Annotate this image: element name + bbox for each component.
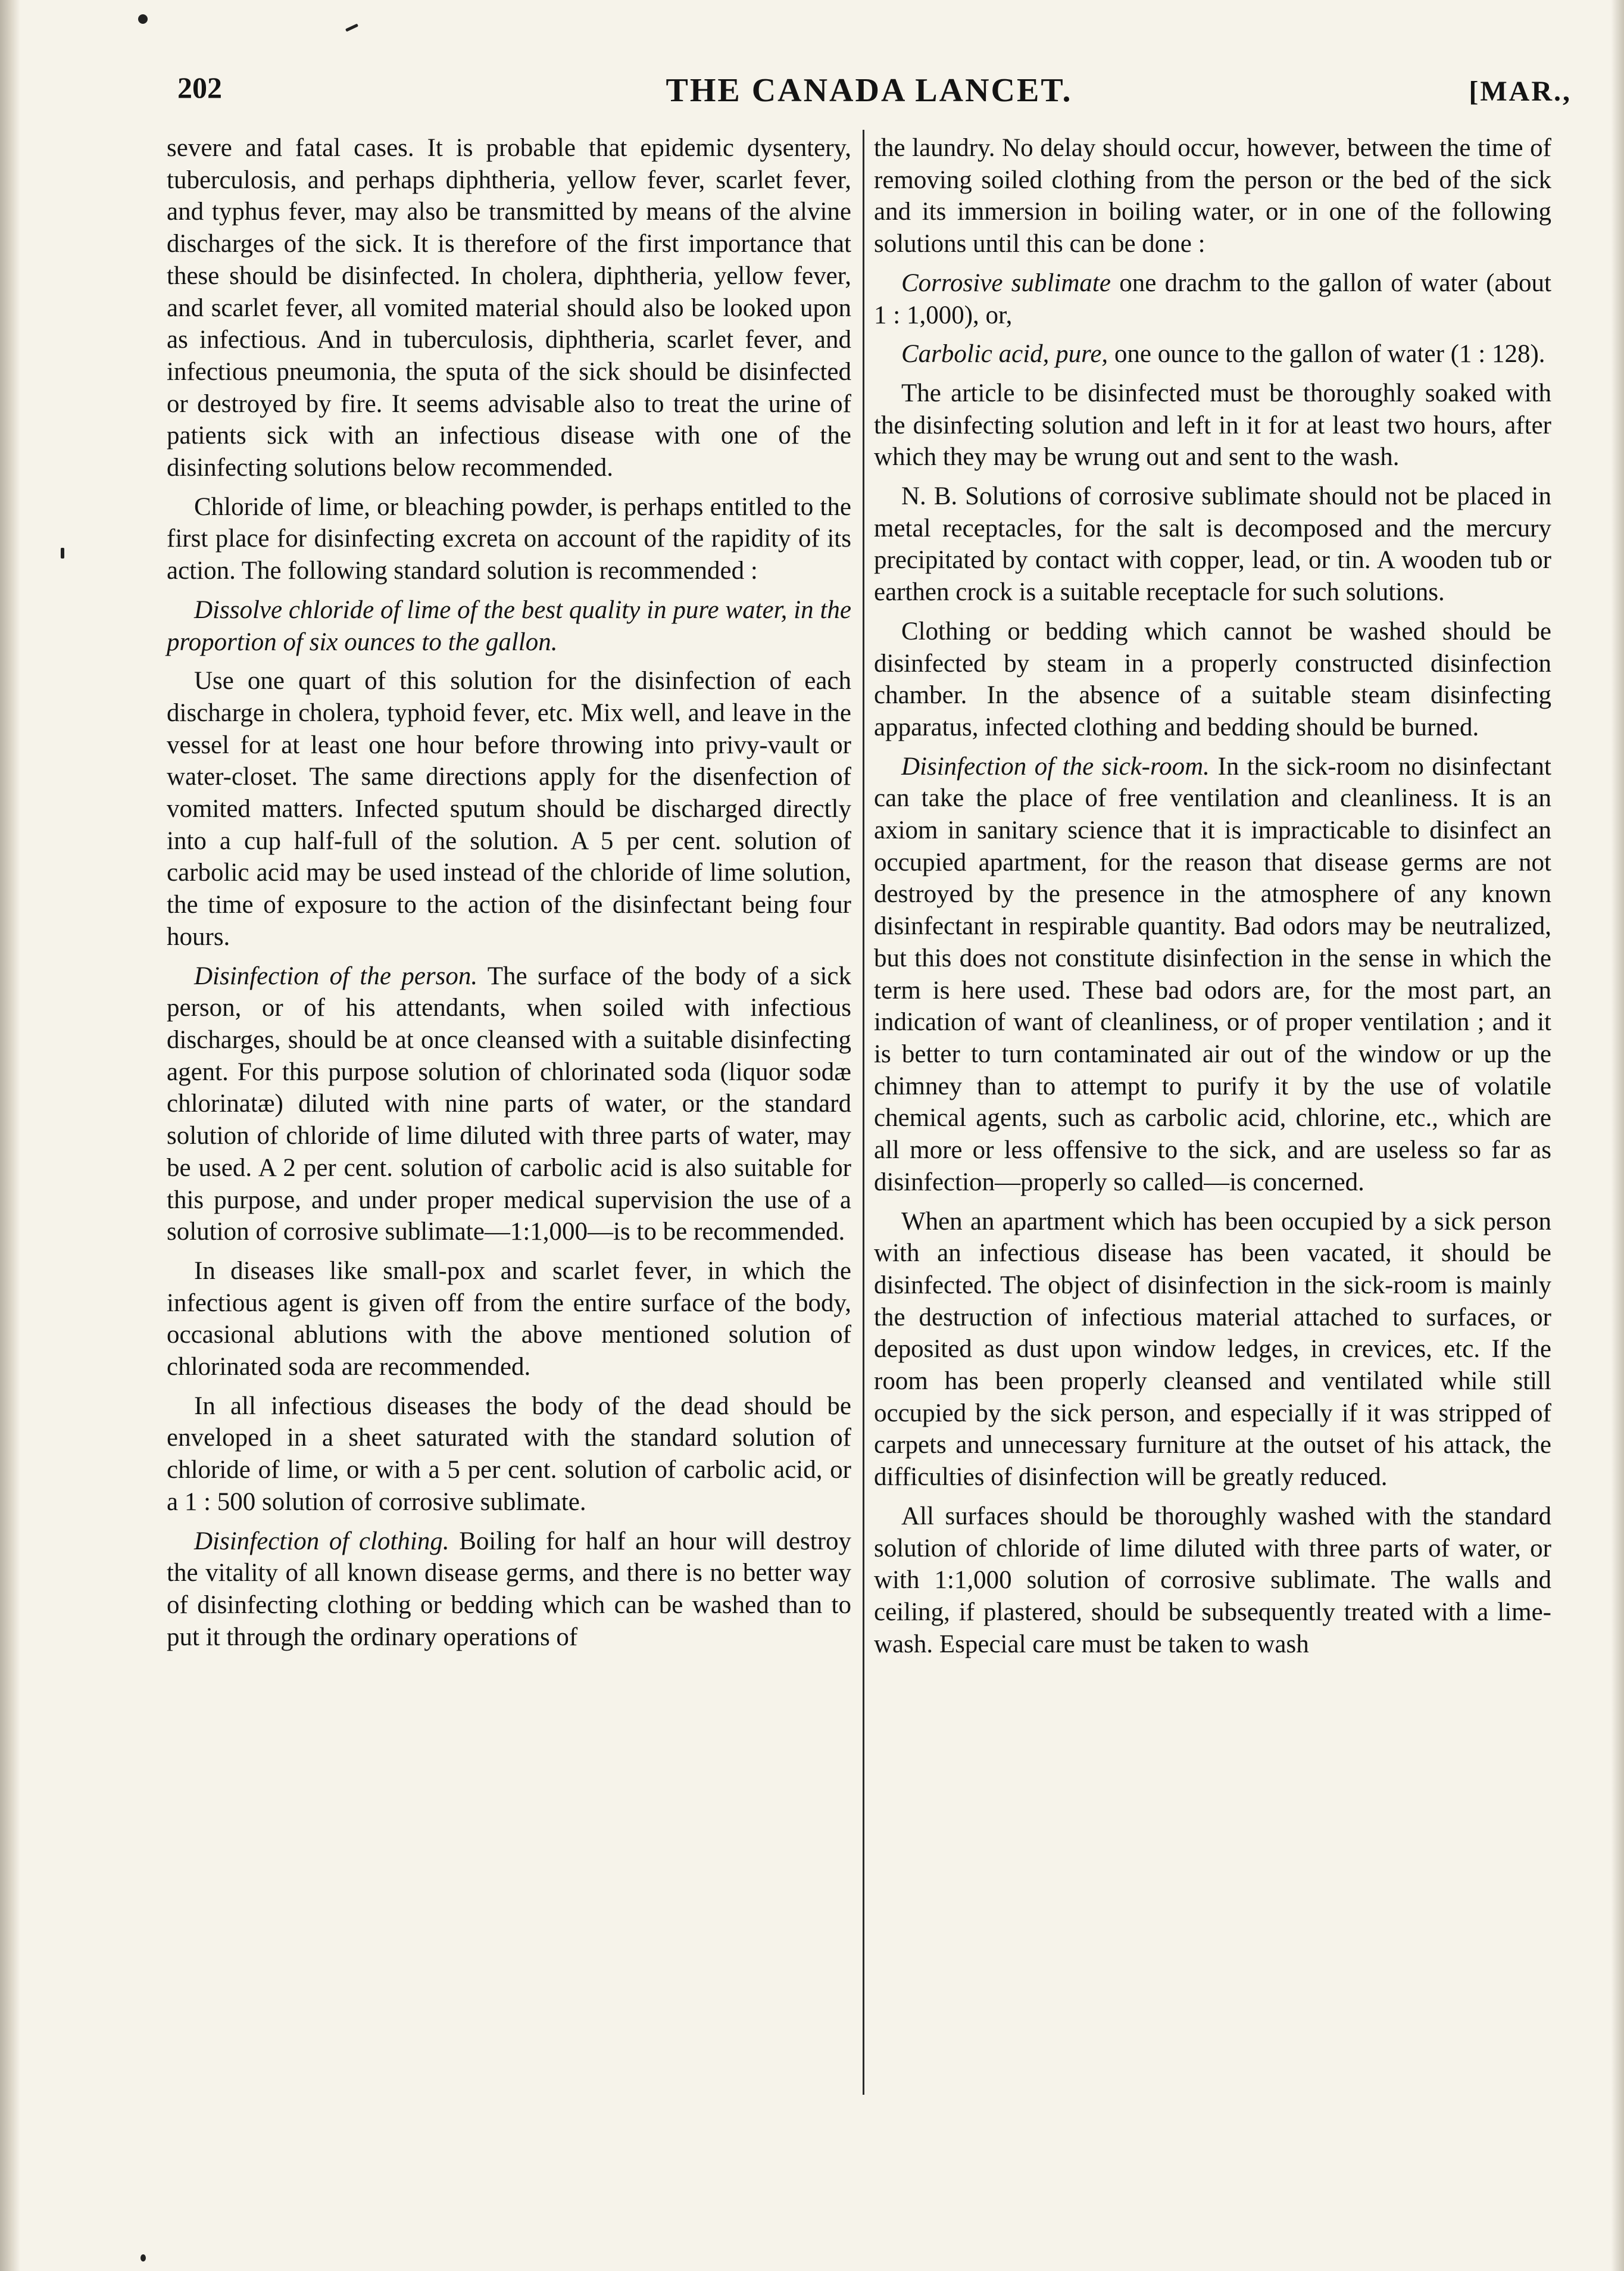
paragraph: The article to be disinfected must be thoroughly soaked with the disinfecting solution and left in it for at least two hours, after which they may be wrung out and sent to the wash. bbox=[874, 379, 1551, 472]
ink-speck bbox=[61, 548, 64, 559]
section-heading: Disinfection of clothing. bbox=[194, 1527, 449, 1555]
right-column bbox=[874, 132, 1551, 2097]
section-heading: Disinfection of the sick-room. bbox=[901, 752, 1210, 781]
ink-speck bbox=[138, 14, 148, 24]
page-header bbox=[167, 70, 1572, 118]
paragraph: Chloride of lime, or bleaching powder, is perhaps entitled to the first place for disinfecting excreta on account of the rapidity of its action. The following standard solution is recommended : bbox=[167, 492, 851, 585]
scanned-page-edge-right bbox=[1611, 0, 1624, 2271]
italic-term: Carbolic acid, pure, bbox=[901, 340, 1108, 369]
left-column bbox=[167, 132, 851, 2097]
section-text: The surface of the body of a sick person, or of his attendants, when soiled with infectious discharges, should be at once cleansed with a suitable disinfecting agent. For this purpose solution of chlorinated soda (liquor sodæ chlorinatæ) diluted with nine parts of water, or the standard solution of chloride of lime diluted with three parts of water, may be used. A 2 per cent. solution of carbolic acid is also suitable for this purpose, and under proper medical supervision the use of a solution of corrosive sublimate—1:1,000—is to be recommended. bbox=[167, 962, 851, 1246]
section-paragraph bbox=[874, 751, 1551, 1199]
paragraph: the laundry. No delay should occur, however, between the time of removing soiled clothing from the person or the bed of the sick and its immersion in boiling water, or in one of the following solutions until this can be done : bbox=[874, 134, 1551, 258]
paragraph-italic-formula bbox=[167, 594, 851, 658]
italic-term: Corrosive sublimate bbox=[901, 269, 1111, 297]
ink-speck bbox=[345, 24, 358, 32]
italic-text: Dissolve chloride of lime of the best quality in pure water, in the proportion of six ounces to the gallon. bbox=[167, 595, 851, 656]
paragraph: All surfaces should be thoroughly washed with the standard solution of chloride of lime diluted with three parts of water, or with 1:1,000 solution of corrosive sublimate. The walls and ceiling, if plastered, should be subsequently treated with a lime-wash. Especial care must be taken to wash bbox=[874, 1502, 1551, 1658]
section-text: In the sick-room no disinfectant can take the place of free ventilation and cleanliness. It is an axiom in sanitary science that it is impracticable to disinfect an occupied apartment, for the reason that disease germs are not destroyed by the presence in the atmosphere of any known disinfectant in respirable quantity. Bad odors may be neutralized, but this does not constitute disinfection in the sense in which the term is here used. These bad odors are, for the most part, an indication of want of cleanliness, or of proper ventilation ; and it is better to turn contaminated air out of the window or up the chimney than to attempt to purify it by the use of volatile chemical agents, such as carbolic acid, chlorine, etc., which are all more or less offensive to the sick, and are useless so far as disinfection—properly so called—is concerned. bbox=[874, 752, 1551, 1196]
paragraph: N. B. Solutions of corrosive sublimate should not be placed in metal receptacles, for the salt is decomposed and the mercury precipitated by contact with copper, lead, or tin. A wooden tub or earthen crock is a suitable receptacle for such solutions. bbox=[874, 482, 1551, 607]
section-paragraph bbox=[167, 1526, 851, 1654]
paragraph: In all infectious diseases the body of the dead should be enveloped in a sheet saturated with the standard solution of chloride of lime, or with a 5 per cent. solution of carbolic acid, or a 1 : 500 solution of corrosive sublimate. bbox=[167, 1392, 851, 1516]
scanned-page-edge-left bbox=[0, 0, 20, 2271]
paragraph: Use one quart of this solution for the disinfection of each discharge in cholera, typhoid fever, etc. Mix well, and leave in the vessel for at least one hour before throwing into privy-vault or water-closet. The same directions apply for the disenfection of vomited matters. Infected sputum should be discharged directly into a cup half-full of the solution. A 5 per cent. solution of carbolic acid may be used instead of the chloride of lime solution, the time of exposure to the action of the disinfectant being four hours. bbox=[167, 667, 851, 951]
section-paragraph bbox=[167, 960, 851, 1248]
ink-speck bbox=[140, 2254, 146, 2261]
section-heading: Disinfection of the person. bbox=[194, 962, 478, 990]
paragraph: When an apartment which has been occupied by a sick person with an infectious disease has been vacated, it should be disinfected. The object of disinfection in the sick-room is mainly the destruction of infectious material attached to surfaces, or deposited as dust upon window ledges, in crevices, etc. If the room has been properly cleansed and ventilated while still occupied by the sick person, and especially if it was stripped of carpets and unnecessary furniture at the outset of his attack, the difficulties of disinfection will be greatly reduced. bbox=[874, 1207, 1551, 1492]
paragraph: In diseases like small-pox and scarlet fever, in which the infectious agent is given off from the entire surface of the body, occasional ablutions with the above mentioned solution of chlorinated soda are recommended. bbox=[167, 1256, 851, 1381]
paragraph: severe and fatal cases. It is probable that epidemic dysentery, tuberculosis, and perhaps diphtheria, yellow fever, scarlet fever, and typhus fever, may also be transmitted by means of the alvine discharges of the sick. It is therefore of the first importance that these should be disinfected. In cholera, diphtheria, yellow fever, and scarlet fever, all vomited material should also be looked upon as infectious. And in tuberculosis, diphtheria, scarlet fever, and infectious pneumonia, the sputa of the sick should be disinfected or destroyed by fire. It seems advisable also to treat the urine of patients sick with an infectious disease with one of the disinfecting solutions below recommended. bbox=[167, 134, 851, 482]
section-text: one drachm to the gallon of water (about 1 : 1,000), or, bbox=[874, 269, 1551, 329]
section-text: one ounce to the gallon of water (1 : 128). bbox=[1108, 340, 1545, 369]
section-paragraph bbox=[874, 267, 1551, 331]
journal-title: THE CANADA LANCET. bbox=[666, 72, 1073, 109]
paragraph: Clothing or bedding which cannot be washed should be disinfected by steam in a properly constructed disinfection chamber. In the absence of a suitable steam disinfecting apparatus, infected clothing and bedding should be burned. bbox=[874, 617, 1551, 741]
column-divider bbox=[863, 130, 864, 2095]
issue-date: [MAR., bbox=[1469, 76, 1572, 107]
page-number: 202 bbox=[177, 71, 222, 104]
section-text: Boiling for half an hour will destroy the vitality of all known disease germs, and there is no better way of disinfecting clothing or bedding which can be washed than to put it through the ordinary operations of bbox=[167, 1527, 851, 1651]
section-paragraph bbox=[874, 338, 1551, 370]
